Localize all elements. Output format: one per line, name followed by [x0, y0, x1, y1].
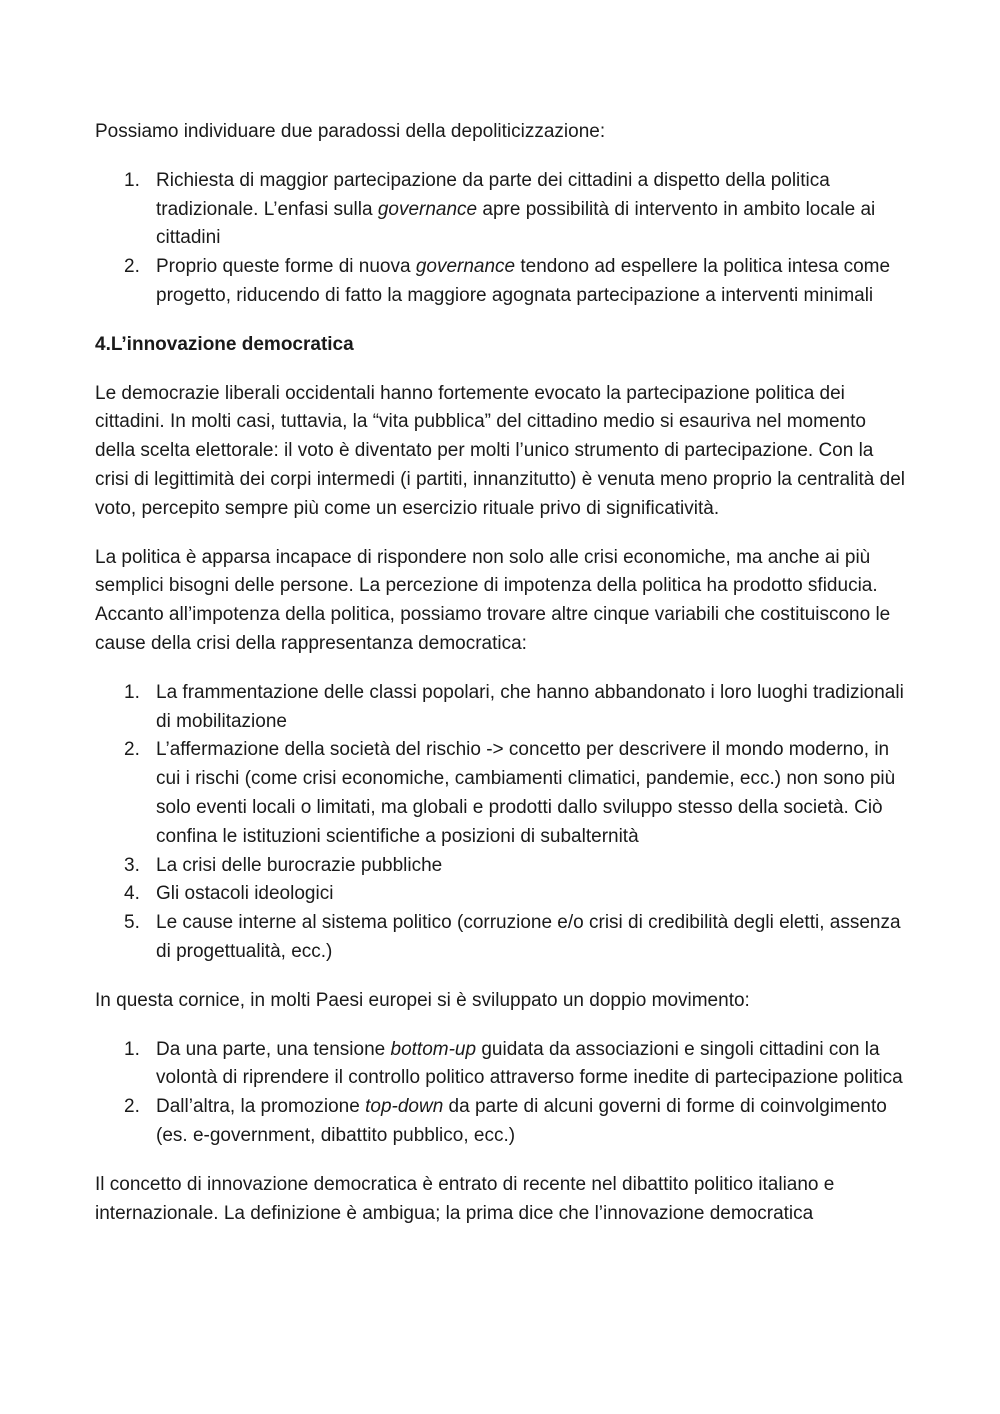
list-text: guidata da associazioni e singoli cittadini con la volontà di riprendere il controllo politico attraverso forme inedite di partecipazione politica	[156, 1038, 903, 1089]
list-number: 1.	[124, 1038, 140, 1060]
page-content	[95, 118, 910, 1248]
section-heading: 4.L’innovazione democratica	[95, 333, 354, 355]
emphasis-text: governance	[415, 256, 516, 278]
paradoxes-list	[95, 167, 910, 311]
list-item	[95, 253, 910, 311]
list-text: Richiesta di maggior partecipazione da parte dei cittadini a dispetto della politica tradizionale. L’enfasi sulla	[156, 169, 830, 220]
list-number: 3.	[124, 854, 140, 876]
list-text: La frammentazione delle classi popolari, che hanno abbandonato i loro luoghi tradizionali di mobilitazione	[156, 681, 904, 732]
emphasis-text: top-down	[365, 1096, 444, 1118]
movement-list	[95, 1036, 910, 1151]
list-number: 2.	[124, 1096, 140, 1118]
list-text: L’affermazione della società del rischio -> concetto per descrivere il mondo moderno, in cui i rischi (come crisi economiche, cambiamenti climatici, pandemie, ecc.) non sono più solo eventi locali o limitati, ma globali e prodotti dallo sviluppo stesso della società. Ciò confina le istituzioni scientifiche a posizioni di subalternità	[156, 739, 896, 847]
list-number: 4.	[124, 883, 140, 905]
paragraph: Le democrazie liberali occidentali hanno fortemente evocato la partecipazione politica dei cittadini. In molti casi, tuttavia, la “vita pubblica” del cittadino medio si esauriva nel momento della scelta elettorale: il voto è diventato per molti l’unico strumento di partecipazione. Con la crisi di legittimità dei corpi intermedi (i partiti, innanzitutto) è venuta meno proprio la centralità del voto, percepito sempre più come un esercizio rituale privo di significatività.	[95, 382, 905, 519]
list-number: 2.	[124, 739, 140, 761]
list-text: Le cause interne al sistema politico (corruzione e/o crisi di credibilità degli eletti, assenza di progettualità, ecc.)	[156, 912, 901, 962]
list-item	[95, 1093, 910, 1151]
list-text: tendono ad espellere la politica intesa come progetto, riducendo di fatto la maggiore agognata partecipazione a interventi minimali	[156, 256, 891, 306]
list-text: da parte di alcuni governi di forme di coinvolgimento (es. e-government, dibattito pubblico, ecc.)	[156, 1096, 887, 1146]
list-number: 5.	[124, 912, 140, 934]
list-text: apre possibilità di intervento in ambito locale ai cittadini	[156, 198, 876, 249]
list-item	[95, 167, 910, 253]
list-item	[95, 736, 910, 851]
list-text: Gli ostacoli ideologici	[156, 883, 334, 905]
intro-paragraph: Possiamo individuare due paradossi della depoliticizzazione:	[95, 121, 606, 142]
list-text: Da una parte, una tensione	[156, 1038, 391, 1060]
list-text: Proprio queste forme di nuova	[156, 256, 416, 278]
list-item	[95, 852, 910, 881]
list-number: 2.	[124, 256, 140, 278]
paragraph: La politica è apparsa incapace di rispondere non solo alle crisi economiche, ma anche ai più semplici bisogni delle persone. La percezione di impotenza della politica ha prodotto sfiducia. Accanto all’impotenza della politica, possiamo trovare altre cinque variabili che costituiscono le cause della crisi della rappresentanza democratica:	[95, 546, 891, 654]
paragraph: In questa cornice, in molti Paesi europei si è sviluppato un doppio movimento:	[95, 989, 750, 1011]
causes-list	[95, 679, 910, 967]
emphasis-text: bottom-up	[390, 1038, 477, 1060]
list-item	[95, 909, 910, 967]
list-number: 1.	[124, 681, 140, 703]
list-text: Dall’altra, la promozione	[156, 1096, 366, 1118]
emphasis-text: governance	[377, 198, 478, 220]
list-number: 1.	[124, 169, 140, 191]
list-item	[95, 1036, 910, 1094]
list-text: La crisi delle burocrazie pubbliche	[156, 854, 443, 876]
paragraph: Il concetto di innovazione democratica è entrato di recente nel dibattito politico italiano e internazionale. La definizione è ambigua; la prima dice che l’innovazione democratica	[95, 1173, 835, 1224]
list-item	[95, 679, 910, 737]
list-item	[95, 880, 910, 909]
